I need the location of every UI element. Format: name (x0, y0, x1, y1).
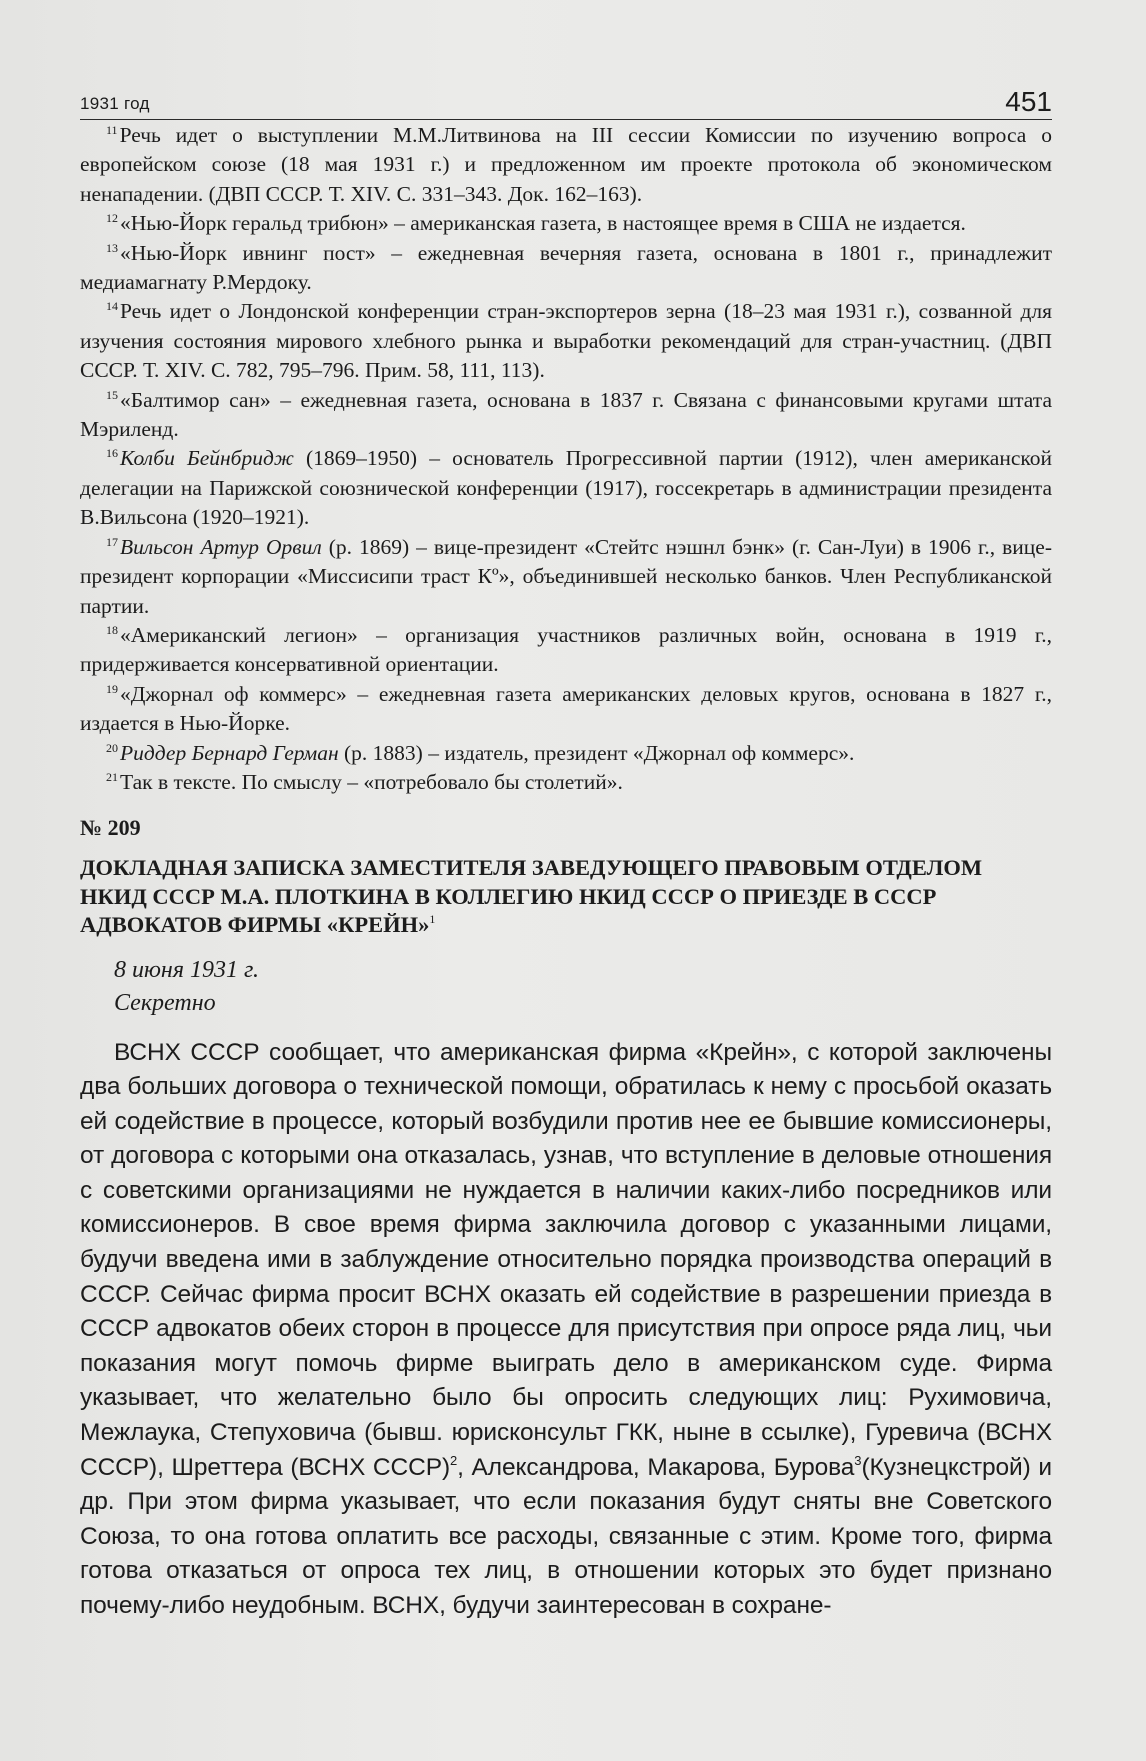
endnotes (80, 121, 1052, 797)
endnote-text: «Джорнал оф коммерс» – ежедневная газета американских деловых кругов, основана в 1827 г., издается в Нью-Йорке. (80, 681, 1052, 736)
endnote-13 (80, 239, 1052, 298)
endnote-text: «Балтимор сан» – ежедневная газета, основана в 1837 г. Связана с финансовыми кругами штата Мэриленд. (80, 387, 1052, 442)
endnote-marker: 19 (106, 681, 118, 696)
endnote-marker: 18 (106, 622, 118, 637)
endnote-person-name: Риддер Бернард Герман (120, 740, 339, 765)
document-number: № 209 (80, 815, 141, 840)
document-body (80, 1036, 1052, 1624)
endnote-14 (80, 297, 1052, 385)
endnote-12 (80, 209, 1052, 238)
document-classification: Секретно (114, 989, 216, 1016)
running-head-year: 1931 год (80, 94, 150, 113)
endnote-marker: 16 (106, 446, 118, 461)
endnote-16 (80, 444, 1052, 532)
running-head (80, 86, 1052, 116)
document-meta (114, 954, 1052, 1020)
endnote-text: Речь идет о выступлении М.М.Литвинова на III сессии Комиссии по изучению вопроса о европейском союзе (18 мая 1931 г.) и предложенном им проекте протокола об экономическом ненападении. (ДВП СССР. Т. XIV. С. 331–343. Док. 162–163). (80, 123, 1052, 206)
body-text-part: (Кузнецкстрой) и др. При этом фирма указывает, что если показания будут сняты вне Советского Союза, то она готова оплатить все расходы, связанные с этим. Кроме того, фирма готова отказаться от опроса тех лиц, в отношении которых это будет признано почему-либо неудобным. ВСНХ, будучи заинтересован в сохране- (80, 1453, 1052, 1619)
endnote-text: Так в тексте. По смыслу – «потребовало бы столетий». (120, 769, 623, 794)
endnote-marker: 15 (106, 387, 118, 402)
endnote-marker: 12 (106, 211, 118, 226)
document-date: 8 июня 1931 г. (114, 956, 260, 983)
endnote-19 (80, 680, 1052, 739)
endnote-text: (1869–1950) – основатель Прогрессивной партии (1912), член американской делегации на Парижской союзнической конференции (1917), госсекретарь в администрации президента В.Вильсона (1920–1921). (80, 446, 1052, 530)
document-title (80, 854, 1052, 940)
endnote-marker: 14 (106, 299, 118, 314)
endnote-text: «Нью-Йорк геральд трибюн» – американская газета, в настоящее время в США не издается. (120, 211, 966, 236)
endnote-18 (80, 621, 1052, 680)
document-title-text: ДОКЛАДНАЯ ЗАПИСКА ЗАМЕСТИТЕЛЯ ЗАВЕДУЮЩЕГО ПРАВОВЫМ ОТДЕЛОМ НКИД СССР М.А. ПЛОТКИНА В КОЛЛЕГИЮ НКИД СССР О ПРИЕЗДЕ В СССР АДВОКАТОВ ФИРМЫ «КРЕЙН» (80, 855, 983, 937)
page-number: 451 (1005, 86, 1052, 117)
header-rule (80, 119, 1052, 121)
endnote-text: Речь идет о Лондонской конференции стран-экспортеров зерна (18–23 мая 1931 г.), созванной для изучения состояния мирового хлебного рынка и выработки рекомендаций для стран-участниц. (ДВП СССР. Т. XIV. С. 782, 795–796. Прим. 58, 111, 113). (80, 299, 1052, 383)
body-note-marker: 2 (450, 1452, 458, 1468)
title-note-marker: 1 (429, 912, 436, 926)
endnote-text: (р. 1869) – вице-президент «Стейтс нэшнл бэнк» (г. Сан-Луи) в 1906 г., вице-президент корпорации «Миссисипи траст Кº», объединившей несколько банков. Член Республиканской партии. (80, 534, 1052, 618)
document-209 (80, 814, 1052, 1648)
endnote-person-name: Колби Бейнбридж (120, 446, 294, 471)
endnote-marker: 20 (106, 740, 118, 755)
endnote-15 (80, 386, 1052, 445)
endnote-21 (80, 768, 1052, 797)
body-text-part: ВСНХ СССР сообщает, что американская фирма «Крейн», с которой заключены два больших договора о технической помощи, обратилась к нему с просьбой оказать ей содействие в процессе, который возбудили против нее ее бывшие комиссионеры, от договора с которыми она отказалась, узнав, что вступление в деловые отношения с советскими организациями не нуждается в наличии каких-либо посредников или комиссионеров. В свое время фирма заключила договор с указанными лицами, будучи введена ими в заблуждение относительно порядка производства операций в СССР. Сейчас фирма просит ВСНХ оказать ей содействие в разрешении приезда в СССР адвокатов обеих сторон в процессе для присутствия при опросе ряда лиц, чьи показания могут помочь фирме выиграть дело в американском суде. Фирма указывает, что желательно было бы опросить следующих лиц: Рухимовича, Межлаука, Степуховича (бывш. юрисконсульт ГКК, ныне в ссылке), Гуревича (ВСНХ СССР), Шреттера (ВСНХ СССР) (80, 1038, 1052, 1481)
endnote-person-name: Вильсон Артур Орвил (120, 534, 322, 559)
endnote-marker: 21 (106, 769, 118, 784)
endnote-text: «Американский легион» – организация участников различных войн, основана в 1919 г., придерживается консервативной ориентации. (80, 622, 1052, 677)
endnote-marker: 11 (106, 123, 118, 137)
endnote-17 (80, 533, 1052, 621)
endnote-20 (80, 739, 1052, 768)
endnote-text: «Нью-Йорк ивнинг пост» – ежедневная вечерняя газета, основана в 1801 г., принадлежит медиамагнату Р.Мердоку. (80, 240, 1052, 295)
endnote-11 (80, 121, 1052, 209)
body-text-part: , Александрова, Макарова, Бурова (457, 1453, 855, 1481)
endnote-marker: 13 (106, 240, 118, 255)
body-note-marker: 3 (854, 1452, 862, 1468)
endnote-marker: 17 (106, 534, 118, 549)
endnote-text: (р. 1883) – издатель, президент «Джорнал оф коммерс». (338, 740, 855, 765)
